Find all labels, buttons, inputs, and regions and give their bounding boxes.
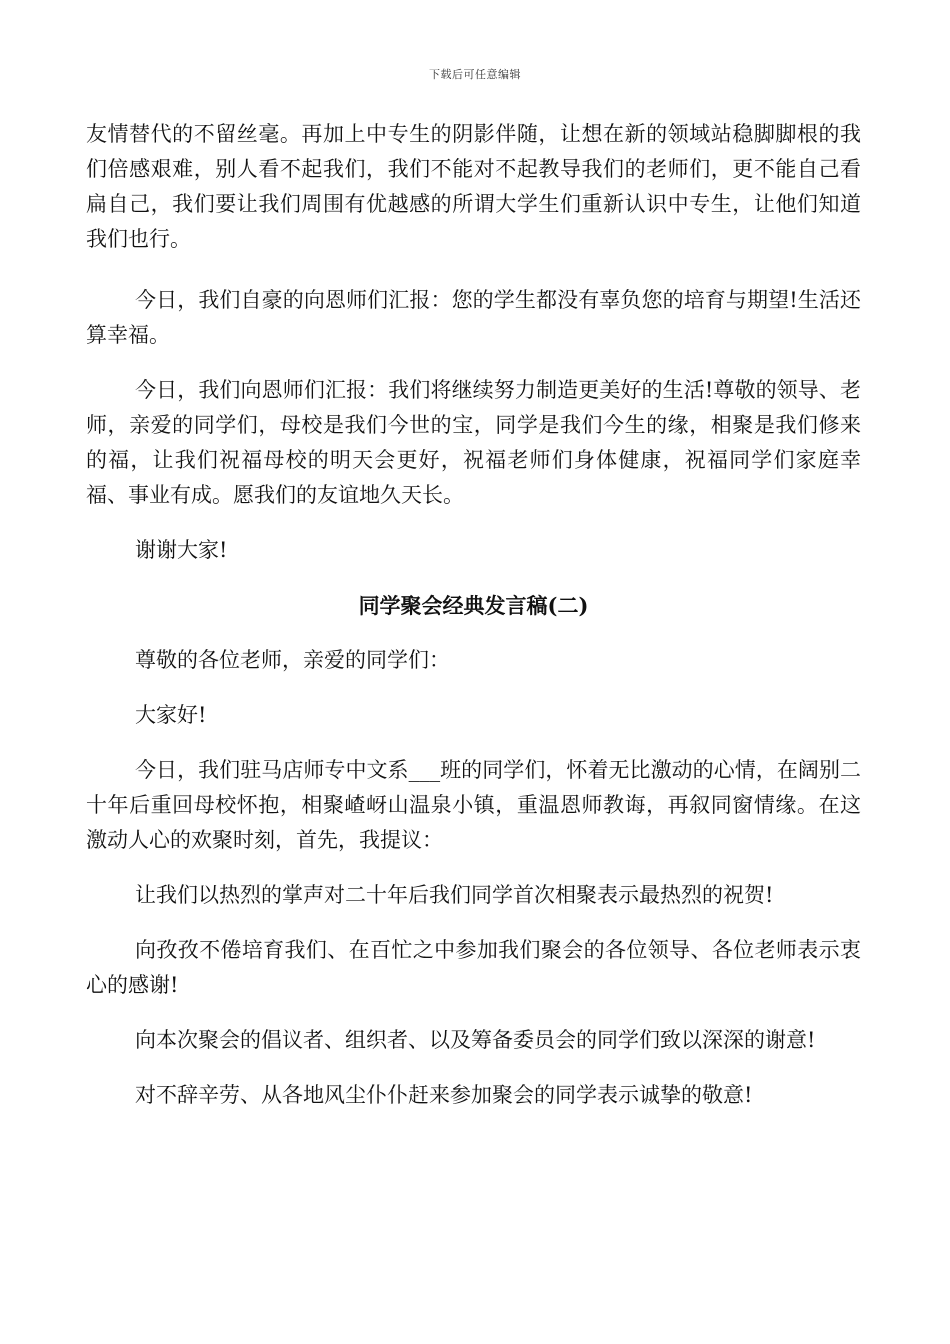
paragraph-proposal-organizers: 向本次聚会的倡议者、组织者、以及筹备委员会的同学们致以深深的谢意! xyxy=(135,1028,816,1052)
paragraph-continuation: 友情替代的不留丝毫。再加上中专生的阴影伴随，让想在新的领域站稳脚脚根的我们倍感艰难，别人看不起我们，我们不能对不起教导我们的老师们，更不能自己看扁自己，我们要让我们周围有优越感的所谓大学生们重新认识中专生，让他们知道我们也行。 xyxy=(86,122,861,251)
paragraph-thanks: 谢谢大家! xyxy=(135,538,228,562)
paragraph-report-future: 今日，我们向恩师们汇报：我们将继续努力制造更美好的生活!尊敬的领导、老师，亲爱的同学们，母校是我们今世的宝，同学是我们今生的缘，相聚是我们修来的福，让我们祝福母校的明天会更好，祝福老师们身体健康，祝福同学们家庭幸福、事业有成。愿我们的友谊地久天长。 xyxy=(86,378,861,507)
paragraph-intro: 今日，我们驻马店师专中文系___班的同学们，怀着无比激动的心情，在阔别二十年后重回母校怀抱，相聚嵖岈山温泉小镇，重温恩师教诲，再叙同窗情缘。在这激动人心的欢聚时刻，首先，我提议： xyxy=(86,758,861,852)
paragraph-proposal-teachers: 向孜孜不倦培育我们、在百忙之中参加我们聚会的各位领导、各位老师表示衷心的感谢! xyxy=(86,938,861,997)
section-title: 同学聚会经典发言稿(二) xyxy=(358,593,589,618)
paragraph-proposal-applause: 让我们以热烈的掌声对二十年后我们同学首次相聚表示最热烈的祝贺! xyxy=(135,883,774,907)
document-body xyxy=(86,117,861,1133)
paragraph-greeting: 大家好! xyxy=(135,703,207,727)
page-header: 下载后可任意编辑 xyxy=(429,68,521,81)
paragraph-report-happiness: 今日，我们自豪的向恩师们汇报：您的学生都没有辜负您的培育与期望!生活还算幸福。 xyxy=(86,288,861,347)
paragraph-salutation: 尊敬的各位老师，亲爱的同学们： xyxy=(135,648,450,672)
paragraph-proposal-classmates: 对不辞辛劳、从各地风尘仆仆赶来参加聚会的同学表示诚挚的敬意! xyxy=(135,1083,753,1107)
